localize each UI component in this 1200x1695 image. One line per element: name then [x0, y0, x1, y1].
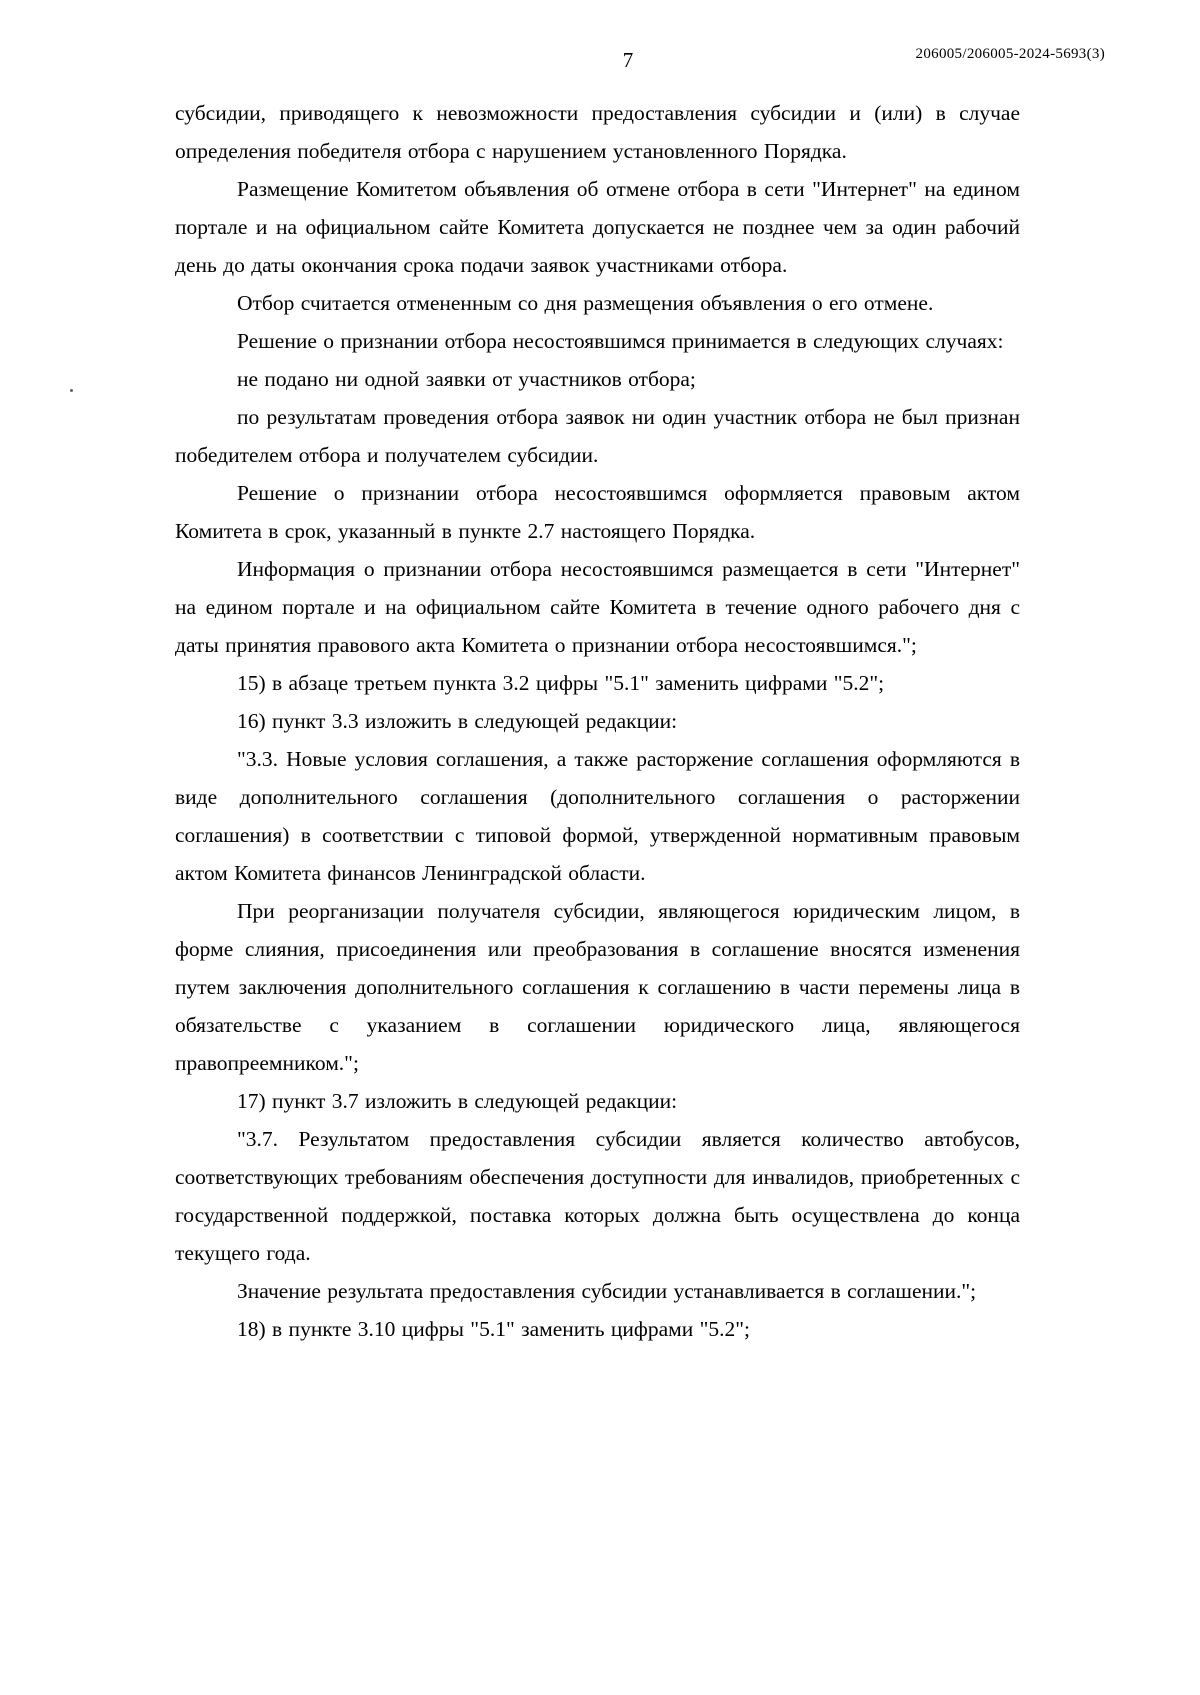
- paragraph: Размещение Комитетом объявления об отмене отбора в сети "Интернет" на едином портале и на официальном сайте Комитета допускается не позднее чем за один рабочий день до даты окончания срока подачи заявок участниками отбора.: [175, 177, 1020, 277]
- paragraph: 18) в пункте 3.10 цифры "5.1" заменить цифрами "5.2";: [237, 1317, 751, 1341]
- paragraph: Решение о признании отбора несостоявшимся принимается в следующих случаях:: [237, 329, 1004, 353]
- paragraph: не подано ни одной заявки от участников отбора;: [237, 367, 696, 391]
- paragraph: субсидии, приводящего к невозможности предоставления субсидии и (или) в случае определения победителя отбора с нарушением установленного Порядка.: [175, 101, 1020, 163]
- paragraph: Решение о признании отбора несостоявшимся оформляется правовым актом Комитета в срок, указанный в пункте 2.7 настоящего Порядка.: [175, 481, 1020, 543]
- page-number: 7: [622, 48, 634, 72]
- paragraph: 15) в абзаце третьем пункта 3.2 цифры "5.1" заменить цифрами "5.2";: [237, 671, 885, 695]
- paragraph: 16) пункт 3.3 изложить в следующей редакции:: [237, 709, 678, 733]
- paragraph: по результатам проведения отбора заявок ни один участник отбора не был признан победителем отбора и получателем субсидии.: [175, 405, 1020, 467]
- paragraph: Отбор считается отмененным со дня размещения объявления о его отмене.: [237, 291, 934, 315]
- paragraph: 17) пункт 3.7 изложить в следующей редакции:: [237, 1089, 678, 1113]
- paragraph: "3.7. Результатом предоставления субсидии является количество автобусов, соответствующих требованиям обеспечения доступности для инвалидов, приобретенных с государственной поддержкой, поставка которых должна быть осуществлена до конца текущего года.: [175, 1127, 1020, 1265]
- paragraph: "3.3. Новые условия соглашения, а также расторжение соглашения оформляются в виде дополнительного соглашения (дополнительного соглашения о расторжении соглашения) в соответствии с типовой формой, утвержденной нормативным правовым актом Комитета финансов Ленинградской области.: [175, 747, 1020, 885]
- paragraph: Значение результата предоставления субсидии устанавливается в соглашении.";: [237, 1279, 977, 1303]
- document-body: [175, 94, 1020, 1348]
- paragraph: Информация о признании отбора несостоявшимся размещается в сети "Интернет" на едином портале и на официальном сайте Комитета в течение одного рабочего дня с даты принятия правового акта Комитета о признании отбора несостоявшимся.";: [175, 557, 1020, 657]
- document-number: 206005/206005-2024-5693(3): [915, 46, 1105, 62]
- scan-artifact: [70, 389, 73, 392]
- paragraph: При реорганизации получателя субсидии, являющегося юридическим лицом, в форме слияния, присоединения или преобразования в соглашение вносятся изменения путем заключения дополнительного соглашения к соглашению в части перемены лица в обязательстве с указанием в соглашении юридического лица, являющегося правопреемником.";: [175, 899, 1020, 1075]
